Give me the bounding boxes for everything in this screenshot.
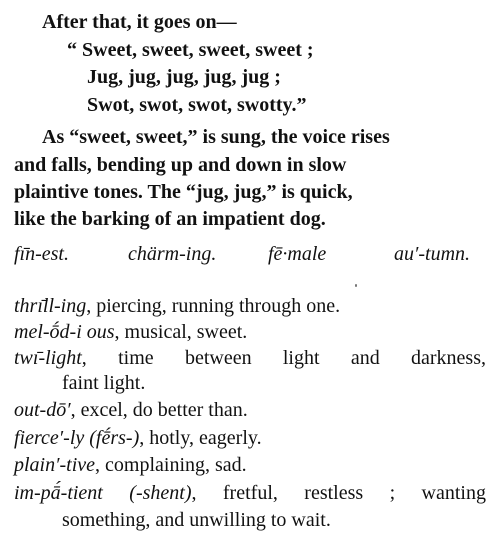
glossary-term: out-dō′ [14, 399, 71, 421]
glossary-definition: , hotly, eagerly. [139, 427, 262, 449]
paragraph-line-3: plaintive tones. The “jug, jug,” is quick, [14, 181, 353, 203]
spelling-word-3: fē·male [268, 243, 327, 265]
glossary-term: fierce′-ly (fḗrs-) [14, 427, 140, 449]
spelling-word-1: fı̄n-est. [14, 243, 69, 265]
glossary-entry [14, 294, 340, 318]
glossary-term: thrı̄ll-ing [14, 295, 87, 317]
paragraph-line-1: As “sweet, sweet,” is sung, the voice rises [42, 126, 390, 148]
glossary-entry [14, 398, 248, 422]
spelling-word-4: au′-tumn. [394, 243, 471, 265]
glossary-term: mel-ṓd-i ous [14, 321, 115, 343]
glossary-continuation: something, and unwilling to wait. [62, 509, 331, 531]
spelling-word-2: chärm-ing. [128, 243, 217, 265]
poem-intro: After that, it goes on— [42, 11, 237, 33]
glossary-definition: , fretful, restless ; wanting [191, 482, 486, 504]
glossary-continuation: faint light. [62, 372, 146, 394]
glossary-entry [14, 426, 262, 450]
glossary-entry [14, 320, 247, 344]
poem-line-3: Swot, swot, swot, swotty.” [87, 94, 307, 116]
print-speck [355, 284, 357, 287]
glossary-definition: , piercing, running through one. [86, 295, 341, 317]
poem-line-1: “ Sweet, sweet, sweet, sweet ; [67, 39, 314, 61]
glossary-definition: , time between light and darkness, [81, 347, 486, 369]
glossary-term: plain′-tive [14, 454, 96, 476]
poem-line-2: Jug, jug, jug, jug, jug ; [87, 66, 281, 88]
glossary-definition: , complaining, sad. [95, 454, 247, 476]
paragraph-line-2: and falls, bending up and down in slow [14, 154, 347, 176]
paragraph-line-4: like the barking of an impatient dog. [14, 208, 326, 230]
glossary-entry [14, 481, 486, 505]
glossary-entry [14, 453, 247, 477]
glossary-definition: , excel, do better than. [70, 399, 248, 421]
glossary-entry [14, 346, 486, 370]
glossary-definition: , musical, sweet. [114, 321, 248, 343]
glossary-term: im-pā́-tient (-shent) [14, 482, 192, 504]
glossary-term: twı̄-light [14, 347, 82, 369]
